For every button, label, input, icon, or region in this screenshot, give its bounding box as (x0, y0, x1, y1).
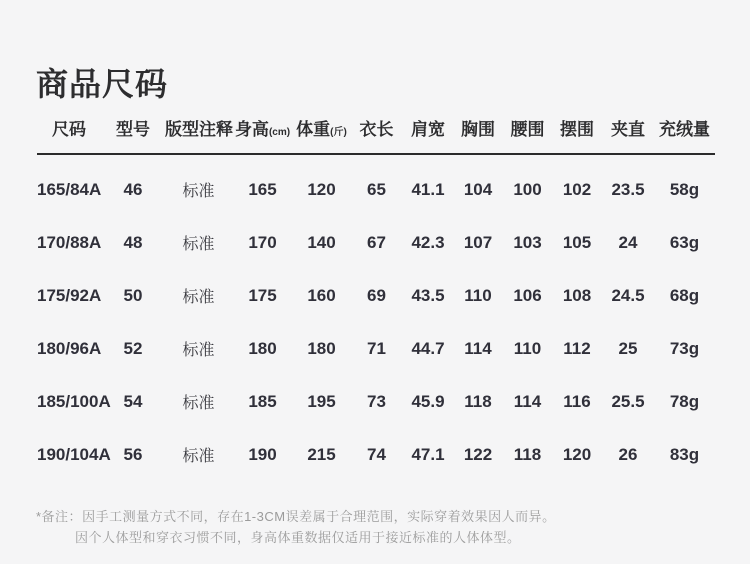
table-cell: 120 (307, 179, 336, 199)
table-cell: 112 (563, 338, 591, 358)
column-header-label: 体重 (296, 120, 331, 139)
table-cell: 107 (463, 232, 493, 252)
table-cell: 48 (123, 232, 143, 252)
table-cell: 118 (513, 444, 542, 464)
table-cell: 标准 (182, 448, 215, 465)
column-header (293, 108, 350, 154)
table-cell: 52 (123, 338, 143, 358)
column-header (654, 108, 715, 154)
table-cell: 118 (464, 391, 492, 411)
table-cell: 56 (123, 444, 143, 464)
column-header-unit: (cm) (268, 127, 291, 138)
table-cell: 标准 (182, 342, 215, 359)
table-cell: 195 (307, 391, 336, 411)
table-cell: 104 (463, 179, 493, 199)
column-header (165, 108, 232, 154)
table-cell: 114 (464, 338, 492, 358)
table-cell: 165/84A (37, 179, 102, 199)
table-cell: 标准 (182, 289, 215, 306)
column-header-label: 夹直 (611, 120, 645, 139)
table-cell: 47.1 (411, 444, 445, 464)
table-cell: 190 (248, 444, 277, 464)
table-cell: 标准 (182, 236, 215, 253)
table-cell: 140 (307, 232, 336, 252)
table-row (37, 216, 715, 269)
table-cell: 44.7 (411, 338, 445, 358)
column-header-label: 尺码 (52, 120, 86, 139)
table-cell: 116 (563, 391, 591, 411)
size-table-head-row (37, 108, 715, 154)
table-cell: 105 (562, 232, 592, 252)
table-cell: 120 (562, 444, 592, 464)
column-header-label: 胸围 (461, 120, 495, 139)
table-cell: 106 (513, 285, 542, 305)
table-cell: 190/104A (37, 444, 111, 464)
table-cell: 185 (248, 391, 277, 411)
footnote-line-1 (36, 506, 556, 527)
table-cell: 108 (562, 285, 592, 305)
table-cell: 50 (123, 285, 143, 305)
column-header-label: 版型注释 (165, 120, 233, 139)
table-cell: 170 (248, 232, 277, 252)
size-table-container (37, 108, 715, 481)
size-table-body (37, 154, 715, 481)
column-header (453, 108, 503, 154)
column-header-label: 型号 (116, 120, 150, 139)
table-cell: 42.3 (411, 232, 445, 252)
table-cell: 170/88A (37, 232, 102, 252)
table-cell: 标准 (182, 183, 215, 200)
footnote (36, 506, 556, 548)
table-cell: 180 (248, 338, 277, 358)
column-header (232, 108, 293, 154)
table-cell: 165 (248, 179, 277, 199)
table-cell: 122 (463, 444, 493, 464)
column-header (503, 108, 552, 154)
footnote-prefix: *备注： (36, 509, 83, 524)
page-title: 商品尺码 (36, 66, 169, 103)
table-cell: 102 (562, 179, 592, 199)
column-header-unit: (斤) (330, 127, 347, 138)
table-cell: 26 (618, 444, 638, 464)
table-cell: 180/96A (37, 338, 102, 358)
table-cell: 185/100A (37, 391, 111, 411)
column-header-label: 肩宽 (411, 120, 445, 139)
column-header (552, 108, 602, 154)
table-cell: 46 (123, 179, 143, 199)
column-header-label: 衣长 (359, 120, 394, 139)
table-cell: 100 (513, 179, 542, 199)
column-header-label: 身高 (234, 120, 269, 139)
table-cell: 110 (464, 285, 492, 305)
table-cell: 58g (669, 179, 700, 199)
column-header (37, 108, 101, 154)
footnote-text-1: 因手工测量方式不同，存在1-3CM误差属于合理范围，实际穿着效果因人而异。 (82, 509, 556, 524)
column-header (602, 108, 654, 154)
column-header (101, 108, 165, 154)
table-cell: 110 (513, 338, 542, 358)
table-cell: 74 (367, 444, 386, 464)
table-cell: 41.1 (411, 179, 445, 199)
table-cell: 25 (618, 338, 638, 358)
table-cell: 63g (669, 232, 700, 252)
table-cell: 160 (307, 285, 336, 305)
table-cell: 73g (669, 338, 700, 358)
table-cell: 175 (248, 285, 277, 305)
column-header-label: 腰围 (510, 120, 545, 139)
table-cell: 65 (367, 179, 386, 199)
table-row (37, 428, 715, 481)
table-row (37, 269, 715, 322)
table-cell: 83g (669, 444, 700, 464)
table-cell: 54 (123, 391, 143, 411)
table-cell: 24 (618, 232, 638, 252)
table-cell: 68g (669, 285, 700, 305)
table-cell: 215 (307, 444, 336, 464)
table-row (37, 163, 715, 216)
column-header-label: 摆围 (560, 120, 594, 139)
table-cell: 67 (367, 232, 386, 252)
column-header (403, 108, 453, 154)
column-header (350, 108, 403, 154)
table-cell: 24.5 (611, 285, 645, 305)
table-cell: 25.5 (611, 391, 645, 411)
size-table (37, 108, 715, 481)
table-cell: 73 (367, 391, 386, 411)
table-cell: 103 (513, 232, 542, 252)
table-cell: 114 (513, 391, 542, 411)
table-cell: 43.5 (411, 285, 445, 305)
table-row (37, 322, 715, 375)
table-cell: 69 (367, 285, 386, 305)
table-cell: 180 (307, 338, 336, 358)
table-cell: 标准 (182, 395, 215, 412)
table-cell: 78g (669, 391, 700, 411)
table-cell: 23.5 (611, 179, 645, 199)
table-cell: 71 (367, 338, 386, 358)
table-cell: 45.9 (411, 391, 445, 411)
column-header-label: 充绒量 (659, 120, 710, 139)
table-row (37, 375, 715, 428)
table-cell: 175/92A (37, 285, 102, 305)
footnote-text-2: 因个人体型和穿衣习惯不同，身高体重数据仅适用于接近标准的人体体型。 (75, 530, 521, 545)
